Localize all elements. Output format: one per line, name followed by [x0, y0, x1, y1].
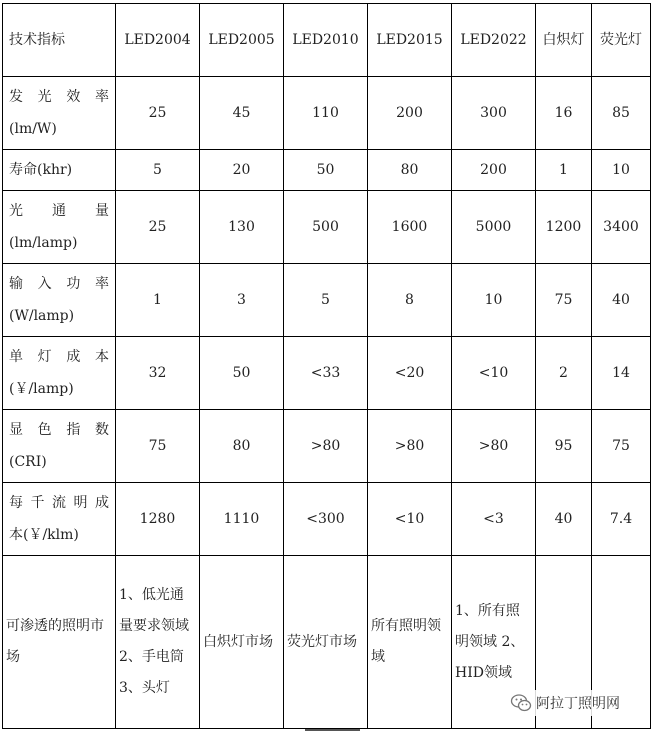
- table-cell: 200: [368, 77, 452, 150]
- table-cell: 80: [200, 410, 284, 483]
- table-row: [3, 264, 651, 337]
- header-cell: LED2022: [452, 4, 536, 77]
- row-label-unit: 本(￥/klm): [9, 527, 79, 543]
- market-cell: 1、低光通量要求领域 2、手电筒 3、头灯: [116, 556, 200, 729]
- header-row: [3, 4, 651, 77]
- market-cell: 1、所有照明领域 2、HID领域: [452, 556, 536, 729]
- row-label: [3, 264, 116, 337]
- table-cell: 32: [116, 337, 200, 410]
- table-cell: <3: [452, 483, 536, 556]
- table-cell: 50: [284, 150, 368, 191]
- header-cell-indicator: 技术指标: [3, 4, 116, 77]
- row-label: [3, 191, 116, 264]
- table-cell: 1280: [116, 483, 200, 556]
- table-cell: 5: [116, 150, 200, 191]
- table-cell: >80: [284, 410, 368, 483]
- table-cell: 130: [200, 191, 284, 264]
- watermark: [506, 690, 624, 716]
- row-label-unit: (lm/lamp): [9, 235, 78, 251]
- table-cell: 40: [592, 264, 651, 337]
- table-cell: 1110: [200, 483, 284, 556]
- table-cell: 16: [536, 77, 592, 150]
- table-cell: 75: [536, 264, 592, 337]
- table-cell: <10: [368, 483, 452, 556]
- table-cell: 20: [200, 150, 284, 191]
- table-cell: 110: [284, 77, 368, 150]
- header-cell: 白炽灯: [536, 4, 592, 77]
- table-cell: >80: [452, 410, 536, 483]
- market-row-label: 可渗透的照明市场: [3, 556, 116, 729]
- table-cell: <10: [452, 337, 536, 410]
- table-row: [3, 150, 651, 191]
- table-cell: 5000: [452, 191, 536, 264]
- table-cell: 45: [200, 77, 284, 150]
- table-cell: 1200: [536, 191, 592, 264]
- table-cell: 300: [452, 77, 536, 150]
- header-cell: LED2010: [284, 4, 368, 77]
- row-label: [3, 483, 116, 556]
- table-cell: 14: [592, 337, 651, 410]
- row-label: [3, 150, 116, 191]
- watermark-text: 阿拉丁照明网: [536, 696, 620, 712]
- row-label-unit: (￥/lamp): [9, 381, 74, 397]
- header-cell: LED2004: [116, 4, 200, 77]
- row-label-unit: (CRI): [9, 454, 47, 470]
- table-cell: 75: [116, 410, 200, 483]
- row-label: [3, 410, 116, 483]
- table-cell: 5: [284, 264, 368, 337]
- row-label-main: 发光效率: [9, 89, 109, 105]
- market-cell: 白炽灯市场: [200, 556, 284, 729]
- table-cell: 50: [200, 337, 284, 410]
- row-label-main: 寿命(khr): [9, 162, 73, 178]
- header-cell: LED2005: [200, 4, 284, 77]
- table-cell: 3: [200, 264, 284, 337]
- wechat-icon: [510, 693, 532, 713]
- table-cell: 75: [592, 410, 651, 483]
- table-cell: 2: [536, 337, 592, 410]
- table-row: [3, 77, 651, 150]
- table-cell: 1: [116, 264, 200, 337]
- header-cell: LED2015: [368, 4, 452, 77]
- table-cell: 95: [536, 410, 592, 483]
- header-cell: 荧光灯: [592, 4, 651, 77]
- table-cell: 25: [116, 77, 200, 150]
- table-cell: 40: [536, 483, 592, 556]
- table-row: [3, 483, 651, 556]
- table-cell: 1600: [368, 191, 452, 264]
- market-cell: 所有照明领域: [368, 556, 452, 729]
- table-row: [3, 191, 651, 264]
- table-cell: 85: [592, 77, 651, 150]
- comparison-table: [2, 3, 651, 729]
- table-cell: 500: [284, 191, 368, 264]
- row-label-main: 显色指数: [9, 422, 109, 438]
- table-cell: 3400: [592, 191, 651, 264]
- table-row: [3, 410, 651, 483]
- table-cell: <33: [284, 337, 368, 410]
- table-cell: 25: [116, 191, 200, 264]
- row-label-main: 每千流明成: [9, 495, 109, 511]
- row-label-unit: (W/lamp): [9, 308, 75, 324]
- table-cell: 80: [368, 150, 452, 191]
- row-label-main: 输入功率: [9, 276, 109, 292]
- table-cell: 7.4: [592, 483, 651, 556]
- row-label: [3, 77, 116, 150]
- bottom-rule: [305, 729, 360, 731]
- table-cell: 1: [536, 150, 592, 191]
- table-cell: 8: [368, 264, 452, 337]
- table-cell: >80: [368, 410, 452, 483]
- row-label-unit: (lm/W): [9, 121, 57, 137]
- table-cell: 200: [452, 150, 536, 191]
- row-label-main: 单灯成本: [9, 349, 109, 365]
- market-cell: 荧光灯市场: [284, 556, 368, 729]
- table-cell: 10: [592, 150, 651, 191]
- table-row: [3, 337, 651, 410]
- table-cell: <20: [368, 337, 452, 410]
- table-cell: <300: [284, 483, 368, 556]
- row-label-main: 光通量: [9, 203, 109, 219]
- table-cell: 10: [452, 264, 536, 337]
- row-label: [3, 337, 116, 410]
